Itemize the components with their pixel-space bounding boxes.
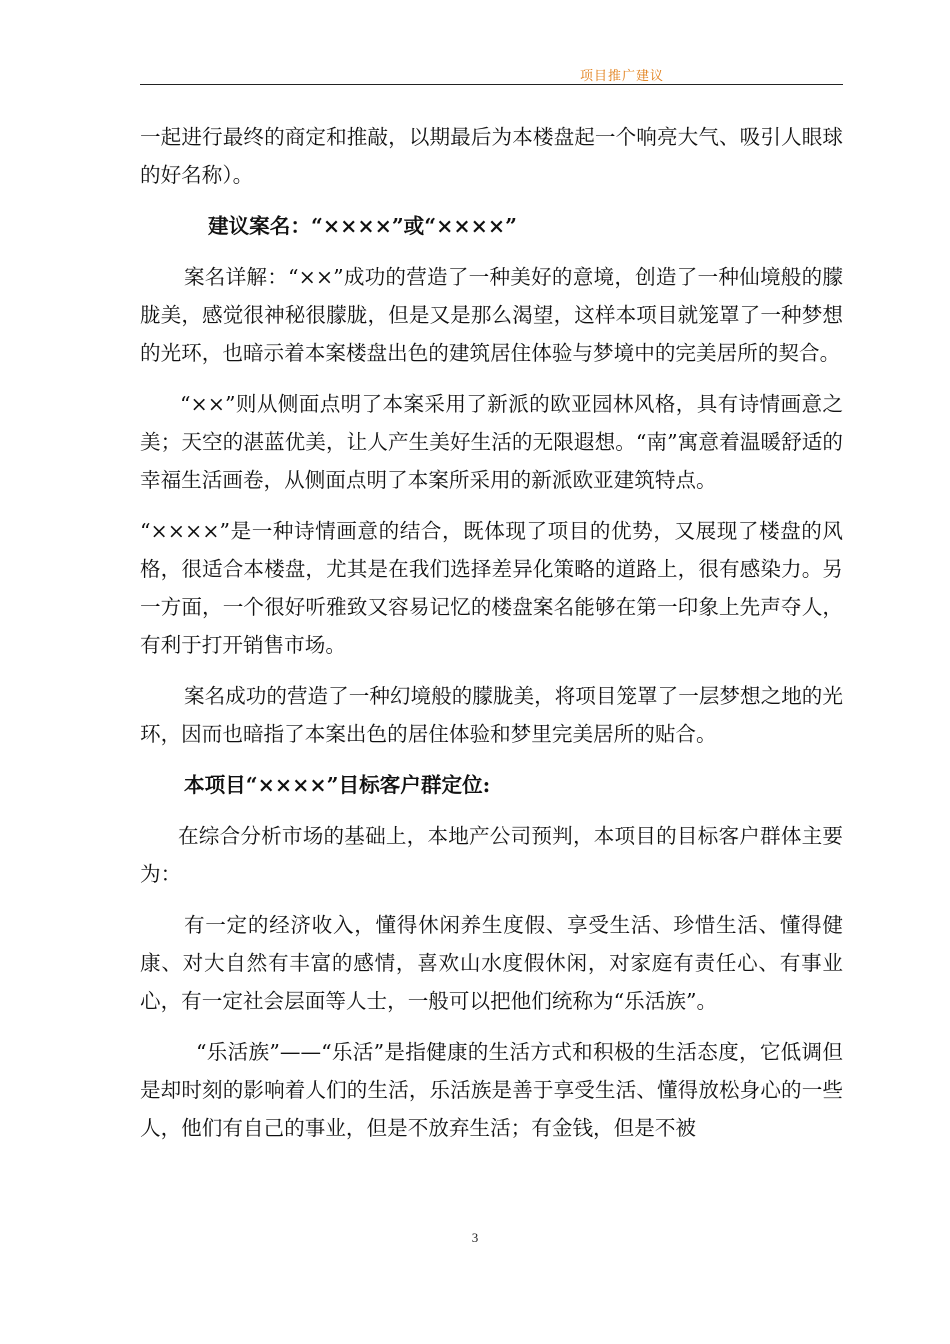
page-number: 3 <box>471 1230 479 1245</box>
paragraph-6: 在综合分析市场的基础上，本地产公司预判，本项目的目标客户群体主要为： <box>140 824 843 886</box>
paragraph-5: 案名成功的营造了一种幻境般的朦胧美，将项目笼罩了一层梦想之地的光环，因而也暗指了本案出色的居住体验和梦里完美居所的贴合。 <box>140 684 843 746</box>
header-title: 项目推广建议 <box>580 69 665 84</box>
paragraph-4: “××××”是一种诗情画意的结合，既体现了项目的优势，又展现了楼盘的风格，很适合本楼盘，尤其是在我们选择差异化策略的道路上，很有感染力。另一方面，一个很好听雅致又容易记忆的楼盘案名能够在第一印象上先声夺人，有利于打开销售市场。 <box>140 519 843 657</box>
paragraph-1: 一起进行最终的商定和推敲，以期最后为本楼盘起一个响亮大气、吸引人眼球的好名称）。 <box>140 125 843 187</box>
paragraph-2: 案名详解：“××”成功的营造了一种美好的意境，创造了一种仙境般的朦胧美，感觉很神秘很朦胧，但是又是那么渴望，这样本项目就笼罩了一种梦想的光环，也暗示着本案楼盘出色的建筑居住体验与梦境中的完美居所的契合。 <box>140 265 843 365</box>
heading-suggested-name: 建议案名：“××××”或“××××” <box>208 214 517 238</box>
paragraph-3: “××”则从侧面点明了本案采用了新派的欧亚园林风格，具有诗情画意之美；天空的湛蓝优美，让人产生美好生活的无限遐想。“南”寓意着温暖舒适的幸福生活画卷，从侧面点明了本案所采用的新派欧亚建筑特点。 <box>140 392 843 492</box>
document-body <box>140 118 843 1160</box>
page-header <box>140 64 843 85</box>
paragraph-8: “乐活族”——“乐活”是指健康的生活方式和积极的生活态度，它低调但是却时刻的影响着人们的生活，乐活族是善于享受生活、懂得放松身心的一些人，他们有自己的事业，但是不放弃生活；有金钱，但是不被 <box>140 1040 843 1140</box>
paragraph-7: 有一定的经济收入，懂得休闲养生度假、享受生活、珍惜生活、懂得健康、对大自然有丰富的感情，喜欢山水度假休闲，对家庭有责任心、有事业心，有一定社会层面等人士，一般可以把他们统称为“乐活族”。 <box>140 913 843 1013</box>
heading-target-customers: 本项目“××××”目标客户群定位: <box>184 773 491 797</box>
